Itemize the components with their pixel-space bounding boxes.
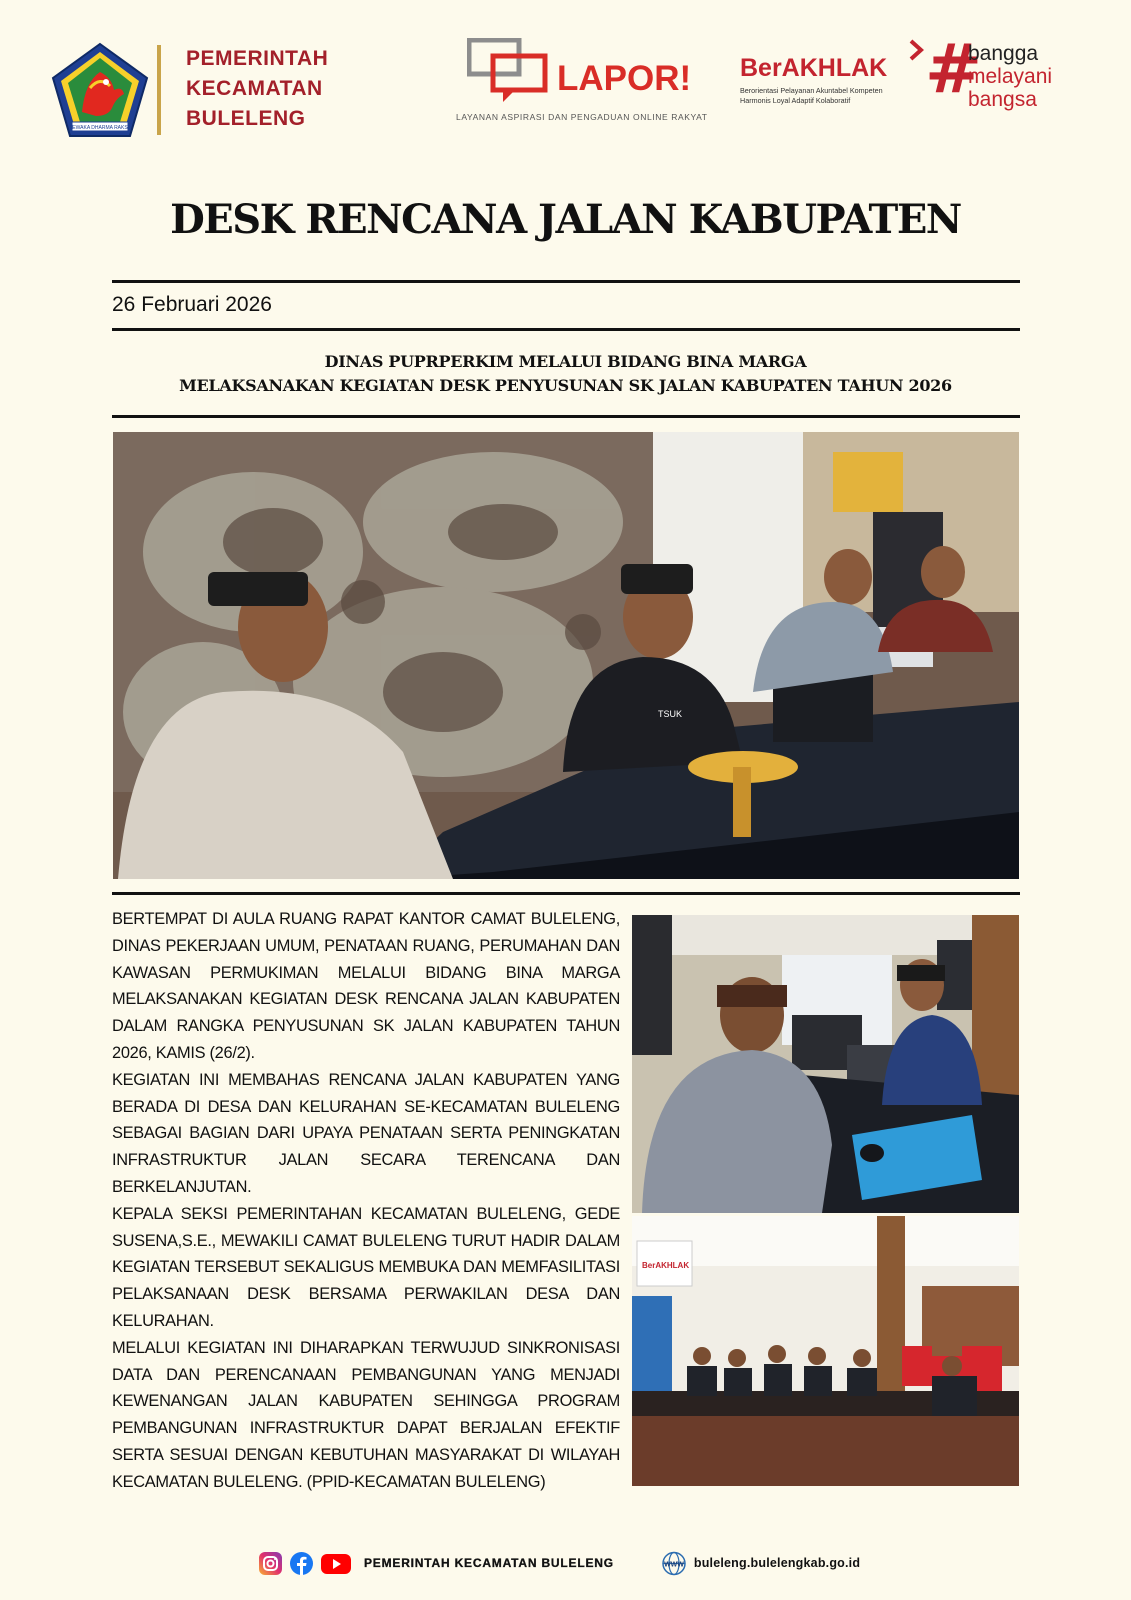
footer-social [258, 1548, 860, 1578]
side-photo-meeting-room [632, 1216, 1019, 1486]
divider-date [112, 328, 1020, 331]
gov-line-2: KECAMATAN [186, 77, 323, 100]
shirt-badge-text: TSUK [658, 709, 683, 719]
bangga-melayani-bangsa-logo [968, 42, 1052, 111]
subtitle-line-2: MELAKSANAKAN KEGIATAN DESK PENYUSUNAN SK JALAN KABUPATEN TAHUN 2026 [179, 376, 952, 395]
article-body [112, 906, 620, 1496]
instagram-icon[interactable] [258, 1551, 283, 1576]
article-title: DESK RENCANA JALAN KABUPATEN [170, 196, 961, 243]
footer-website-link[interactable]: buleleng.bulelengkab.go.id [693, 1556, 861, 1570]
divider-photo [112, 892, 1020, 895]
lapor-tagline: LAYANAN ASPIRASI DAN PENGADUAN ONLINE RAKYAT [456, 112, 708, 122]
government-name [186, 44, 328, 134]
footer-account-name: PEMERINTAH KECAMATAN BULELENG [364, 1556, 614, 1570]
www-label: WWW [663, 1561, 684, 1568]
body-paragraph-2: KEGIATAN INI MEMBAHAS RENCANA JALAN KABUPATEN YANG BERADA DI DESA DAN KELURAHAN SE-KECAMATAN BULELENG SEBAGAI BAGIAN DARI UPAYA PENATAAN SERTA PENINGKATAN INFRASTRUKTUR JALAN SECARA TERENCANA DAN BERKELANJUTAN. [112, 1070, 620, 1196]
berakhlak-values-line-1: Berorientasi Pelayanan Akuntabel Kompeten [740, 86, 883, 95]
bangga-word: bangga [968, 42, 1039, 65]
melayani-word: melayani [968, 65, 1053, 88]
berakhlak-values-line-2: Harmonis Loyal Adaptif Kolaboratif [740, 96, 851, 105]
body-paragraph-1: BERTEMPAT DI AULA RUANG RAPAT KANTOR CAMAT BULELENG, DINAS PEKERJAAN UMUM, PENATAAN RUANG, PERUMAHAN DAN KAWASAN PERMUKIMAN MELALUI BIDANG BINA MARGA MELAKSANAKAN KEGIATAN DESK RENCANA JALAN KABUPATEN DALAM RANGKA PENYUSUNAN SK JALAN KABUPATEN TAHUN 2026, KAMIS (26/2). [112, 910, 620, 1062]
bangga-hash-icon: # [925, 30, 982, 109]
article-date: 26 Februari 2026 [112, 293, 272, 316]
header-divider [157, 45, 161, 135]
bangsa-word: bangsa [968, 88, 1037, 111]
gov-line-3: BULELENG [186, 107, 306, 130]
subtitle-line-1: DINAS PUPRPERKIM MELALUI BIDANG BINA MARGA [324, 352, 807, 371]
article-subtitle [0, 350, 1131, 398]
kabupaten-crest-logo [50, 42, 150, 139]
divider-subtitle [112, 415, 1020, 418]
berakhlak-values [740, 86, 883, 106]
berakhlak-chevron-icon [905, 38, 927, 64]
berakhlak-wordmark: BerAKHLAK [740, 54, 888, 82]
globe-icon[interactable] [660, 1551, 688, 1576]
main-meeting-photo [113, 432, 1019, 879]
side-photo-laptop-discussion [632, 915, 1019, 1213]
lapor-wordmark: LAPOR! [557, 59, 692, 98]
divider-top [112, 280, 1020, 283]
body-paragraph-3: KEPALA SEKSI PEMERINTAHAN KECAMATAN BULELENG, GEDE SUSENA,S.E., MEWAKILI CAMAT BULELENG TURUT HADIR DALAM KEGIATAN TERSEBUT SEKALIGUS MEMBUKA DAN MEMFASILITASI PELAKSANAAN DESK BERSAMA PERWAKILAN DESA DAN KELURAHAN. [112, 1204, 620, 1330]
youtube-icon[interactable] [320, 1551, 352, 1576]
lapor-logo [467, 38, 707, 104]
facebook-icon[interactable] [289, 1551, 314, 1576]
body-paragraph-4: MELALUI KEGIATAN INI DIHARAPKAN TERWUJUD SINKRONISASI DATA DAN PERENCANAAN PEMBANGUNAN YANG MENJADI KEWENANGAN JALAN KABUPATEN SEHINGGA PROGRAM PEMBANGUNAN INFRASTRUKTUR DAPAT BERJALAN EFEKTIF SERTA SESUAI DENGAN KEBUTUHAN MASYARAKAT DI WILAYAH KECAMATAN BULELENG. (PPID-KECAMATAN BULELENG) [112, 1338, 620, 1491]
crest-ribbon-text: SEWAKA DHARMA RAKSA [68, 125, 132, 131]
wall-sign-text: BerAKHLAK [642, 1261, 690, 1270]
gov-line-1: PEMERINTAH [186, 47, 329, 70]
